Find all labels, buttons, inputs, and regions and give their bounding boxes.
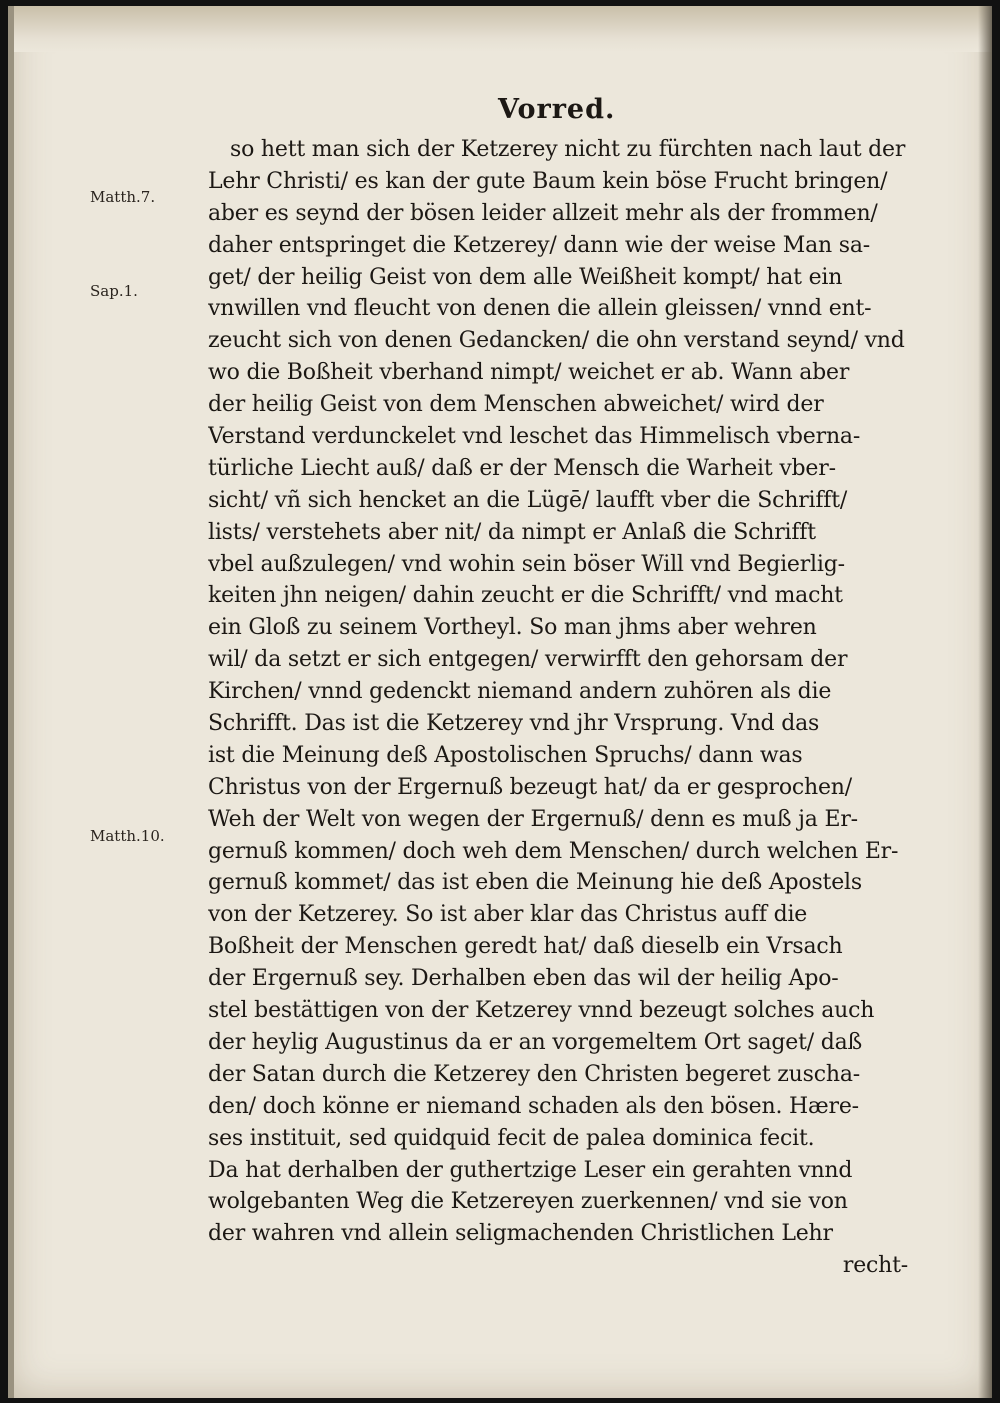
text-line: Da hat derhalben der guthertzige Leser ein gerahten vnnd	[208, 1157, 853, 1183]
text-line: Kirchen/ vnnd gedenckt niemand andern zuhören als die	[208, 679, 832, 705]
text-line: der Ergernuß sey. Derhalben eben das wil der heilig Apo-	[208, 966, 839, 992]
text-line: vnwillen vnd fleucht von denen die allein gleissen/ vnnd ent-	[208, 296, 872, 322]
text-line: vbel außzulegen/ vnd wohin sein böser Will vnd Begierlig-	[208, 551, 845, 577]
text-line: Weh der Welt von wegen der Ergernuß/ denn es muß ja Er-	[208, 806, 858, 832]
page-top-edge	[8, 6, 992, 52]
text-line: Lehr Christi/ es kan der gute Baum kein böse Frucht bringen/	[208, 168, 888, 194]
text-line: so hett man sich der Ketzerey nicht zu fürchten nach laut der	[230, 137, 906, 162]
text-line: zeucht sich von denen Gedancken/ die ohn verstand seynd/ vnd	[208, 328, 905, 354]
page-left-edge	[8, 6, 14, 1398]
text-line: sicht/ vñ sich hencket an die Lügē/ laufft vber die Schrifft/	[208, 487, 848, 513]
text-line: aber es seynd der bösen leider allzeit mehr als der frommen/	[208, 200, 878, 226]
text-line: Verstand verdunckelet vnd leschet das Himmelisch vberna-	[208, 424, 861, 450]
text-line: der wahren vnd allein seligmachenden Christlichen Lehr	[208, 1221, 833, 1247]
text-line: der Satan durch die Ketzerey den Christen begeret zuscha-	[208, 1061, 860, 1087]
text-line: daher entspringet die Ketzerey/ dann wie der weise Man sa-	[208, 232, 871, 258]
text-line: ein Gloß zu seinem Vortheyl. So man jhms aber wehren	[208, 615, 817, 641]
book-page	[8, 6, 992, 1398]
text-line: ist die Meinung deß Apostolischen Spruchs/ dann was	[208, 742, 803, 768]
text-line: gernuß kommet/ das ist eben die Meinung hie deß Apostels	[208, 870, 862, 896]
text-line: der heylig Augustinus da er an vorgemeltem Ort saget/ daß	[208, 1029, 863, 1055]
text-line: Boßheit der Menschen geredt hat/ daß dieselb ein Vrsach	[208, 934, 843, 960]
margin-note: Sap.1.	[90, 282, 138, 300]
margin-note: Matth.7.	[90, 188, 156, 206]
text-line: Schrifft. Das ist die Ketzerey vnd jhr Vrsprung. Vnd das	[208, 711, 820, 737]
page-gutter-shadow	[978, 6, 992, 1398]
text-line: lists/ verstehets aber nit/ da nimpt er Anlaß die Schrifft	[208, 519, 816, 545]
text-line: recht-	[842, 1253, 908, 1279]
text-line: Christus von der Ergernuß bezeugt hat/ da er gesprochen/	[208, 774, 852, 800]
text-line: ses instituit, sed quidquid fecit de palea dominica fecit.	[208, 1125, 815, 1151]
running-head: Vorred.	[498, 94, 616, 125]
text-line: wil/ da setzt er sich entgegen/ verwirfft den gehorsam der	[208, 647, 848, 673]
body-text	[208, 134, 938, 1282]
text-line: türliche Liecht auß/ daß er der Mensch die Warheit vber-	[208, 455, 836, 481]
text-line: den/ doch könne er niemand schaden als den bösen. Hære-	[208, 1093, 859, 1119]
text-line: get/ der heilig Geist von dem alle Weißheit kompt/ hat ein	[208, 264, 843, 290]
text-line: von der Ketzerey. So ist aber klar das Christus auff die	[208, 902, 808, 928]
text-line: keiten jhn neigen/ dahin zeucht er die Schrifft/ vnd macht	[208, 583, 843, 609]
text-line: gernuß kommen/ doch weh dem Menschen/ durch welchen Er-	[208, 838, 899, 864]
text-line: wo die Boßheit vberhand nimpt/ weichet er ab. Wann aber	[208, 360, 850, 386]
text-line: der heilig Geist von dem Menschen abweichet/ wird der	[208, 392, 824, 418]
text-line: stel bestättigen von der Ketzerey vnnd bezeugt solches auch	[208, 998, 875, 1024]
text-line: wolgebanten Weg die Ketzereyen zuerkennen/ vnd sie von	[208, 1189, 848, 1215]
margin-note: Matth.10.	[90, 827, 165, 845]
